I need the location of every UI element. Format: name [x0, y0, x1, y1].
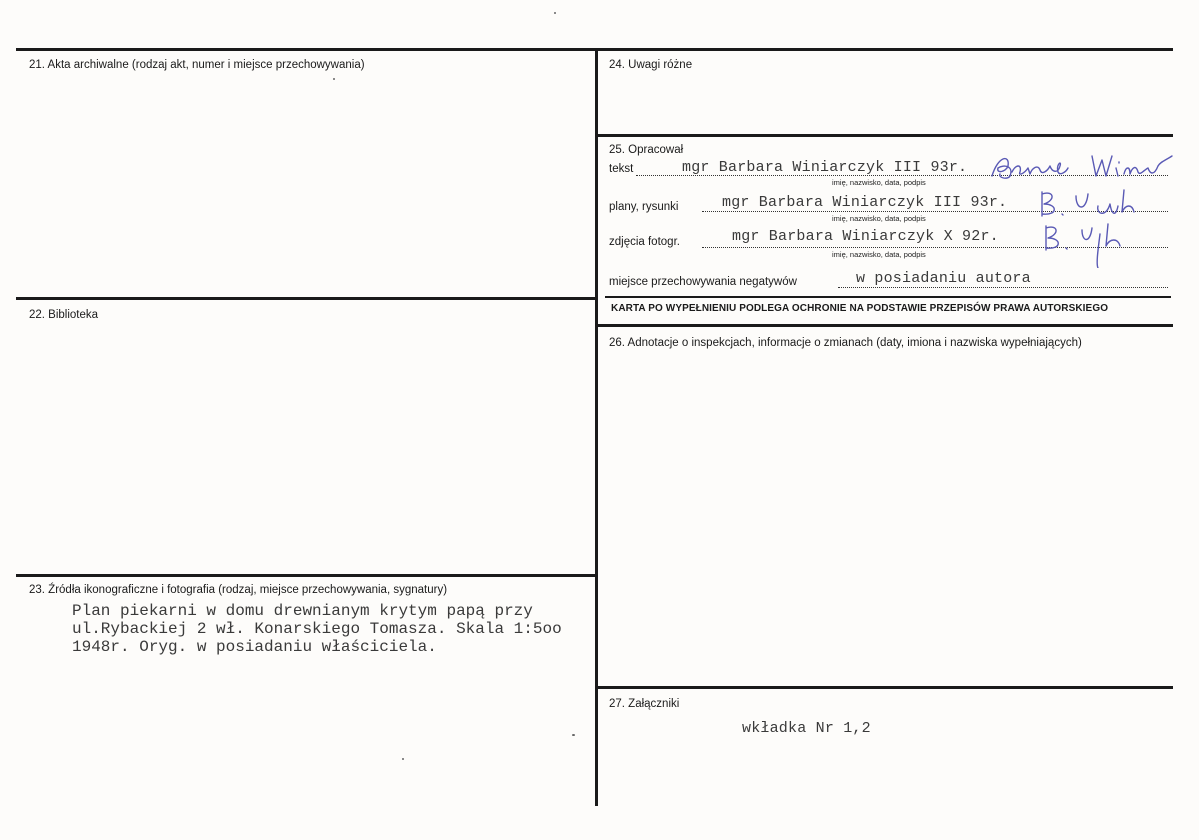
- signature-zdjecia: [1040, 220, 1140, 268]
- paper-speck: [333, 78, 335, 80]
- section-26-label: 26. Adnotacje o inspekcjach, informacje o zmianach (daty, imiona i nazwiska wypełniających): [609, 337, 1082, 349]
- signature-tekst: [988, 146, 1178, 186]
- zdjecia-caption: imię, nazwisko, data, podpis: [832, 250, 926, 259]
- plany-caption: imię, nazwisko, data, podpis: [832, 214, 926, 223]
- rule-23: [16, 574, 597, 577]
- tekst-value: mgr Barbara Winiarczyk III 93r.: [682, 159, 968, 176]
- notice-top-rule: [605, 296, 1171, 298]
- rule-26: [597, 324, 1173, 327]
- tekst-caption: imię, nazwisko, data, podpis: [832, 178, 926, 187]
- section-23-line-1: Plan piekarni w domu drewnianym krytym papą przy: [72, 602, 533, 620]
- section-27-value: wkładka Nr 1,2: [742, 720, 871, 737]
- paper-speck: [572, 734, 575, 736]
- section-25-label: 25. Opracował: [609, 144, 684, 156]
- top-rule-right: [597, 48, 1173, 51]
- section-21-label: 21. Akta archiwalne (rodzaj akt, numer i miejsce przechowywania): [29, 59, 365, 71]
- negatives-dotted-line: [838, 287, 1168, 288]
- negatives-label: miejsce przechowywania negatywów: [609, 276, 797, 288]
- zdjecia-value: mgr Barbara Winiarczyk X 92r.: [732, 228, 999, 245]
- tekst-label: tekst: [609, 163, 634, 175]
- plany-rysunki-label: plany, rysunki: [609, 201, 679, 213]
- plany-value: mgr Barbara Winiarczyk III 93r.: [722, 194, 1008, 211]
- top-rule-left: [16, 48, 597, 51]
- section-23-line-3: 1948r. Oryg. w posiadaniu właściciela.: [72, 638, 437, 656]
- section-23-label: 23. Źródła ikonograficzne i fotografia (rodzaj, miejsce przechowywania, sygnatury): [29, 584, 448, 596]
- section-22-label: 22. Biblioteka: [29, 309, 99, 321]
- center-divider: [595, 48, 598, 806]
- paper-speck: [402, 758, 404, 760]
- rule-22: [16, 297, 597, 300]
- section-24-label: 24. Uwagi różne: [609, 59, 693, 71]
- rule-27: [597, 686, 1173, 689]
- section-27-label: 27. Załączniki: [609, 698, 680, 710]
- section-23-line-2: ul.Rybackiej 2 wł. Konarskiego Tomasza. Skala 1:5oo: [72, 620, 562, 638]
- rule-25: [597, 134, 1173, 137]
- negatives-value: w posiadaniu autora: [856, 270, 1031, 287]
- zdjecia-label: zdjęcia fotogr.: [609, 236, 680, 248]
- signature-plany: [1036, 186, 1146, 222]
- paper-speck: [554, 12, 556, 14]
- copyright-notice: KARTA PO WYPEŁNIENIU PODLEGA OCHRONIE NA PODSTAWIE PRZEPISÓW PRAWA AUTORSKIEGO: [611, 303, 1109, 314]
